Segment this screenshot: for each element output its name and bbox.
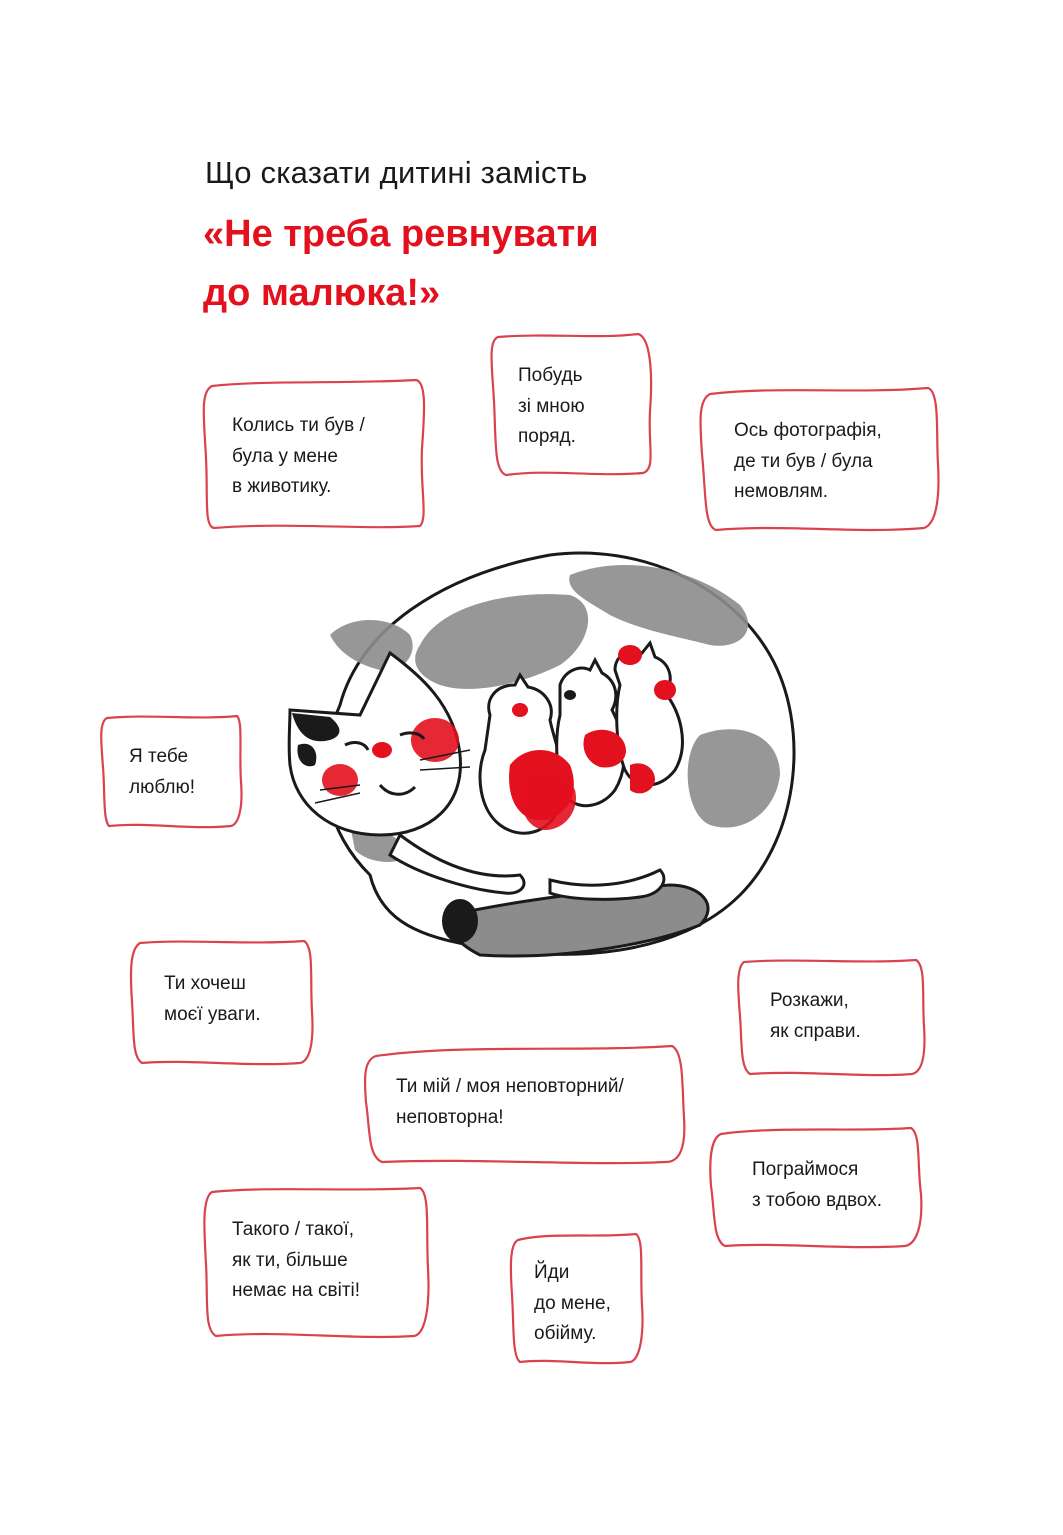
bubble-text: Розкажи, як справи. (770, 990, 861, 1042)
sleeping-cat-with-kittens-illustration (270, 535, 810, 975)
speech-bubble (508, 1230, 646, 1366)
speech-bubble (488, 331, 656, 476)
bubble-text: Йди до мене, обійму. (534, 1262, 611, 1344)
bubble-text: Такого / такої, як ти, більше немає на світі! (232, 1219, 361, 1301)
speech-bubble (696, 384, 942, 532)
speech-bubble (360, 1042, 688, 1166)
page-title-line-2: до малюка!» (203, 272, 441, 314)
speech-bubble (198, 378, 430, 530)
speech-bubble (200, 1184, 432, 1341)
speech-bubble (707, 1124, 925, 1251)
bubble-text: Побудь зі мною поряд. (518, 365, 585, 447)
bubble-text: Я тебе люблю! (129, 746, 195, 798)
page-subtitle: Що сказати дитині замість (205, 155, 588, 190)
page-title (203, 205, 599, 323)
bubble-text: Ось фотографія, де ти був / була немовлям. (734, 420, 882, 502)
bubble-text: Ти хочеш моєї уваги. (164, 973, 261, 1025)
page-title-line-1: «Не треба ревнувати (203, 213, 599, 255)
bubble-text: Колись ти був / була у мене в животику. (232, 415, 365, 497)
speech-bubble (99, 712, 244, 829)
bubble-text: Ти мій / моя неповторний/ неповторна! (396, 1076, 624, 1128)
bubble-text: Пограймося з тобою вдвох. (752, 1159, 883, 1211)
